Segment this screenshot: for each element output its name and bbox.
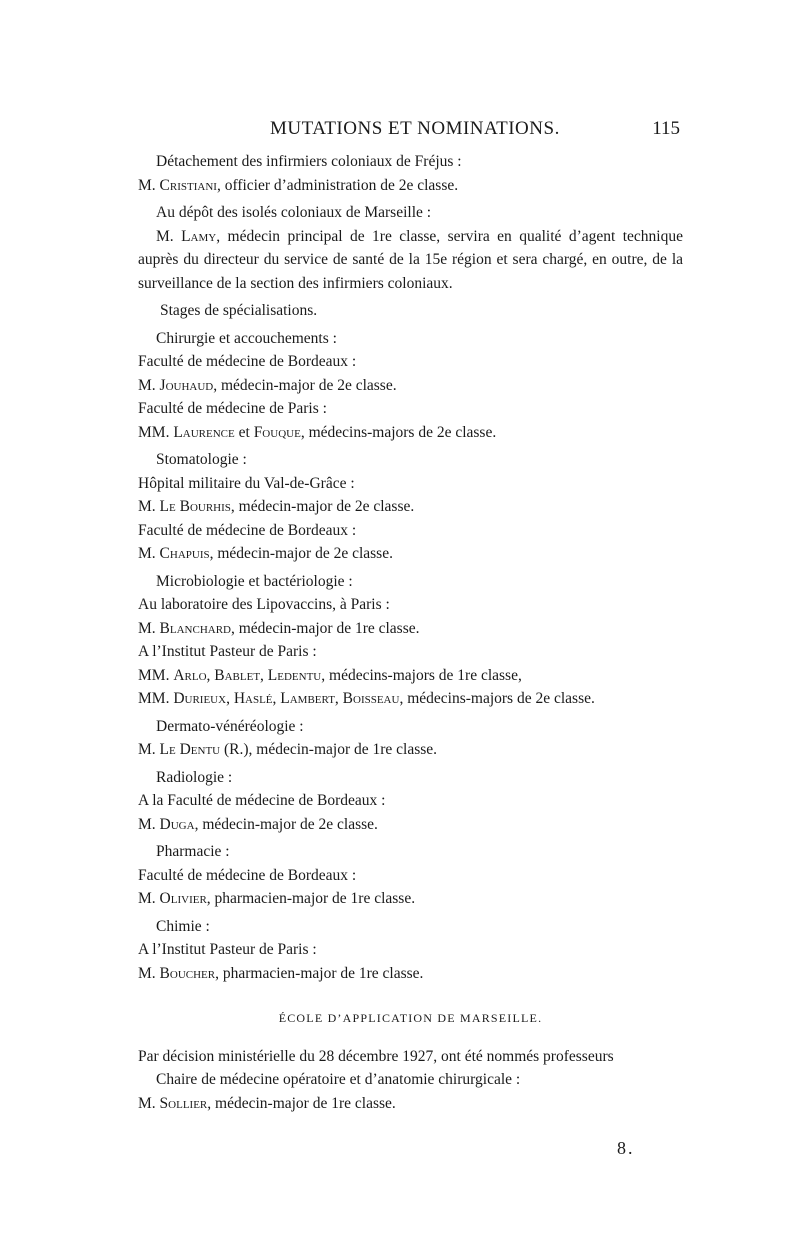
- page-number: 115: [652, 118, 680, 139]
- appointment-text: , médecin-major de 2e classe.: [230, 498, 415, 515]
- decision-line: Par décision ministérielle du 28 décembre 1927, ont été nommés professeurs: [138, 1047, 614, 1065]
- person-name: Chapuis: [159, 545, 210, 562]
- institution-line: Faculté de médecine de Paris :: [138, 400, 327, 417]
- appointment-line: [138, 542, 683, 566]
- person-name: Blanchard: [159, 619, 231, 637]
- honorific: M.: [138, 545, 160, 562]
- institution-line: Au laboratoire des Lipovaccins, à Paris :: [138, 596, 390, 613]
- person-name: Cristiani: [159, 176, 217, 194]
- institution-line: Faculté de médecine de Bordeaux :: [138, 521, 357, 539]
- specialty-heading: Pharmacie :: [156, 843, 230, 860]
- honorific: M.: [156, 227, 182, 245]
- appointment-line: [138, 495, 683, 519]
- institution-line: A la Faculté de médecine de Bordeaux :: [138, 792, 386, 809]
- signature-mark: 8.: [617, 1138, 635, 1158]
- specialty-heading: Microbiologie et bactériologie :: [156, 572, 353, 590]
- section-heading: Détachement des infirmiers coloniaux de Fréjus :: [156, 153, 462, 170]
- specialty-heading: Chaire de médecine opératoire et d’anatomie chirurgicale :: [156, 1071, 521, 1088]
- appointment-text: , pharmacien-major de 1re classe.: [206, 890, 416, 907]
- running-title: MUTATIONS ET NOMINATIONS.: [270, 118, 560, 139]
- specialty-heading: Radiologie :: [156, 768, 233, 786]
- institution-line: Faculté de médecine de Bordeaux :: [138, 353, 357, 370]
- person-name: Duga: [159, 815, 195, 833]
- honorific: M.: [138, 890, 160, 907]
- section-title: ÉCOLE D’APPLICATION DE MARSEILLE.: [278, 1011, 543, 1025]
- person-name: Laurence: [173, 423, 235, 441]
- person-name: Sollier: [159, 1094, 208, 1112]
- honorific: M.: [138, 376, 160, 394]
- appointment-line: [138, 962, 683, 986]
- honorific: M.: [138, 964, 160, 982]
- appointment-text: , médecins-majors de 2e classe.: [399, 690, 595, 707]
- appointment-text: , pharmacien-major de 1re classe.: [215, 964, 424, 982]
- appointment-line: [138, 174, 683, 198]
- appointment-text: , médecin-major de 1re classe.: [231, 619, 420, 637]
- appointment-line: [138, 374, 683, 398]
- person-name: Boucher: [159, 964, 216, 982]
- appointment-line: [138, 887, 683, 911]
- honorific: MM.: [138, 423, 174, 441]
- honorific: M.: [138, 815, 160, 833]
- appointment-text: , médecins-majors de 2e classe.: [300, 423, 497, 441]
- appointment-line: [138, 664, 683, 688]
- document-body: [138, 150, 683, 1115]
- appointment-text: , médecin-major de 2e classe.: [213, 376, 397, 394]
- person-name: Fouque: [253, 423, 301, 441]
- section-heading: Stages de spécialisations.: [160, 302, 318, 319]
- appointment-text: , médecin-major de 2e classe.: [209, 545, 393, 562]
- person-names: Durieux, Haslé, Lambert, Boisseau: [173, 690, 400, 707]
- specialty-heading: Dermato-vénéréologie :: [156, 717, 304, 735]
- appointment-text: , médecin principal de 1re classe, servira en qualité d’agent technique auprès du directeur du service de santé de la 15e région et sera chargé, en outre, de la surveillance de la section des infirmiers coloniaux.: [138, 227, 683, 292]
- person-name: Jouhaud: [159, 376, 214, 394]
- appointment-text: , médecin-major de 1re classe.: [207, 1094, 396, 1112]
- honorific: M.: [138, 176, 160, 194]
- section-heading: Au dépôt des isolés coloniaux de Marseille :: [156, 204, 432, 221]
- honorific: M.: [138, 619, 160, 637]
- honorific: M.: [138, 741, 160, 758]
- appointment-line: [138, 617, 683, 641]
- person-name: Olivier: [159, 890, 207, 907]
- appointment-text: (R.), médecin-major de 1re classe.: [220, 741, 438, 758]
- appointment-line: [138, 738, 683, 762]
- honorific: M.: [138, 498, 160, 515]
- honorific: M.: [138, 1094, 160, 1112]
- appointment-paragraph: [138, 225, 683, 296]
- honorific: MM.: [138, 666, 174, 684]
- conjunction: et: [234, 423, 254, 441]
- institution-line: Hôpital militaire du Val-de-Grâce :: [138, 474, 355, 492]
- honorific: MM.: [138, 690, 174, 707]
- appointment-line: [138, 421, 683, 445]
- appointment-line: [138, 1092, 683, 1116]
- appointment-text: , médecin-major de 2e classe.: [194, 815, 378, 833]
- institution-line: A l’Institut Pasteur de Paris :: [138, 941, 317, 958]
- appointment-line: [138, 687, 683, 711]
- institution-line: Faculté de médecine de Bordeaux :: [138, 866, 357, 884]
- specialty-heading: Chirurgie et accouchements :: [156, 329, 337, 347]
- appointment-line: [138, 813, 683, 837]
- person-names: Arlo, Bablet, Ledentu: [173, 666, 322, 684]
- appointment-text: , officier d’administration de 2e classe.: [216, 176, 459, 194]
- person-name: Le Dentu: [159, 741, 221, 758]
- specialty-heading: Chimie :: [156, 917, 210, 935]
- appointment-text: , médecins-majors de 1re classe,: [321, 666, 522, 684]
- page-header: [140, 118, 680, 144]
- person-name: Lamy: [181, 227, 217, 245]
- person-name: Le Bourhis: [159, 498, 231, 515]
- institution-line: A l’Institut Pasteur de Paris :: [138, 643, 317, 660]
- specialty-heading: Stomatologie :: [156, 451, 247, 468]
